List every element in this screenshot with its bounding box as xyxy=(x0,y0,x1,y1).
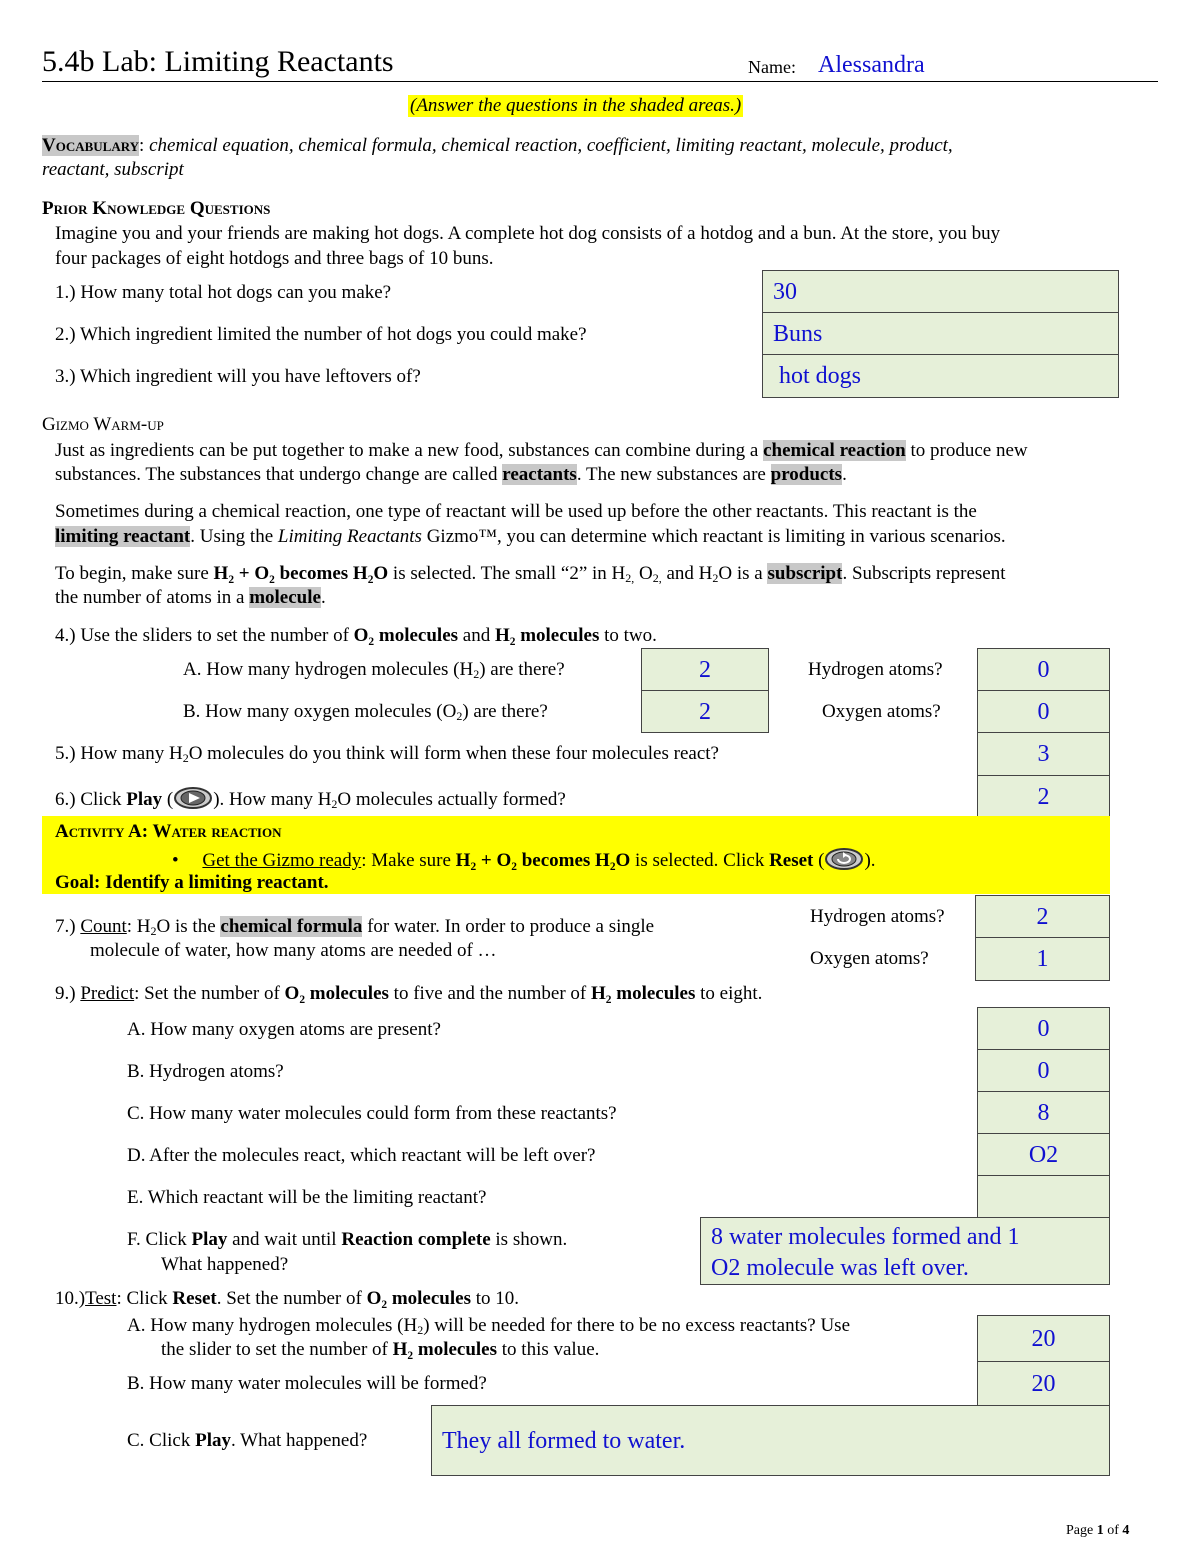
text: C. Click xyxy=(127,1430,196,1451)
text: substances. The substances that undergo change are called xyxy=(55,464,503,485)
vocabulary-line2: reactant, subscript xyxy=(42,159,184,180)
text: Just as ingredients can be put together to make a new food, substances can combine during a xyxy=(55,440,764,461)
warmup-p3-line2 xyxy=(55,587,326,609)
o2-molecules: O₂ molecules xyxy=(353,625,459,646)
answer-box-2[interactable] xyxy=(762,312,1119,356)
page-title: 5.4b Lab: Limiting Reactants xyxy=(42,45,394,78)
answer-1: 30 xyxy=(773,279,797,305)
answer-box-9c[interactable] xyxy=(977,1091,1110,1135)
page-label: Page xyxy=(1066,1523,1097,1538)
text: to produce new xyxy=(905,440,1028,461)
vocabulary-colon: : xyxy=(139,135,145,156)
text: ) will be needed for there to be no excess reactants? Use xyxy=(423,1315,851,1336)
answer-box-4a[interactable] xyxy=(641,648,769,692)
text: To begin, make sure xyxy=(55,563,214,584)
text: for water. In order to produce a single xyxy=(362,916,655,937)
answer-9d: O2 xyxy=(1028,1142,1059,1168)
sub-2: 2, xyxy=(652,571,662,585)
question-10c xyxy=(127,1430,367,1452)
play-word: Play xyxy=(191,1229,228,1250)
goal-line: Goal: Identify a limiting reactant. xyxy=(55,872,329,893)
answer-box-10c[interactable] xyxy=(431,1405,1110,1476)
question-10a-line1 xyxy=(127,1315,850,1337)
warmup-heading: Gizmo Warm-up xyxy=(42,414,164,435)
gizmo-ready-label: Get the Gizmo ready xyxy=(202,850,362,871)
term-chemical-reaction: chemical reaction xyxy=(763,440,906,461)
answer-4a-atoms: 0 xyxy=(1037,657,1050,683)
question-9a: A. How many oxygen atoms are present? xyxy=(127,1019,441,1040)
prior-intro-1: Imagine you and your friends are making hot dogs. A complete hot dog consists of a hotdog and a bun. At the store, you buy xyxy=(55,223,1001,244)
text: ). xyxy=(864,850,876,871)
reset-word: Reset xyxy=(769,850,814,871)
text: and xyxy=(458,625,495,646)
question-9e: E. Which reactant will be the limiting reactant? xyxy=(127,1187,487,1208)
sub-2: 2 xyxy=(712,571,719,585)
answer-box-9f[interactable] xyxy=(700,1217,1110,1285)
activity-a-heading: Activity A: Water reaction xyxy=(55,821,282,842)
page-number xyxy=(1066,1523,1129,1539)
page-of: of xyxy=(1103,1523,1123,1538)
sub-2: 2 xyxy=(150,924,157,938)
question-1: 1.) How many total hot dogs can you make? xyxy=(55,282,392,303)
h2-molecules: H₂ molecules xyxy=(392,1339,498,1360)
question-10a-line2 xyxy=(161,1339,599,1361)
hydrogen-atoms-label: Hydrogen atoms? xyxy=(808,659,943,680)
text: is selected. The small “2” in H xyxy=(388,563,626,584)
q7-hydrogen-label: Hydrogen atoms? xyxy=(810,906,945,927)
answer-7-oxygen: 1 xyxy=(1036,946,1049,972)
predict-label: Predict xyxy=(80,983,135,1004)
warmup-p2-line1: Sometimes during a chemical reaction, one type of reactant will be used up before the other reactants. This reactant is the xyxy=(55,501,977,522)
question-2: 2.) Which ingredient limited the number of hot dogs you could make? xyxy=(55,324,587,345)
play-word: Play xyxy=(126,789,163,810)
answer-3: hot dogs xyxy=(779,363,862,389)
answer-box-1[interactable] xyxy=(762,270,1119,314)
text: to five and the number of xyxy=(388,983,592,1004)
term-limiting-reactant: limiting reactant xyxy=(55,526,191,547)
text: : Click xyxy=(116,1288,173,1309)
question-10b: B. How many water molecules will be formed? xyxy=(127,1373,487,1394)
text: to 10. xyxy=(470,1288,519,1309)
term-molecule: molecule xyxy=(249,587,321,608)
reaction-selection: H₂ + O₂ becomes H₂O xyxy=(213,563,389,584)
answer-box-4a-atoms[interactable] xyxy=(977,648,1110,692)
play-icon[interactable] xyxy=(173,786,213,810)
text: O molecules actually formed? xyxy=(337,789,566,810)
instructions-note: (Answer the questions in the shaded areas.) xyxy=(410,95,742,116)
answer-box-4b-atoms[interactable] xyxy=(977,690,1110,734)
question-9c: C. How many water molecules could form from these reactants? xyxy=(127,1103,617,1124)
question-9f-line2: What happened? xyxy=(161,1254,289,1275)
reaction-complete-word: Reaction complete xyxy=(341,1229,491,1250)
answer-5: 3 xyxy=(1037,741,1050,767)
answer-box-9d[interactable] xyxy=(977,1133,1110,1177)
question-7-line1 xyxy=(55,916,654,938)
answer-box-7-oxygen[interactable] xyxy=(975,937,1110,981)
question-9d: D. After the molecules react, which reactant will be left over? xyxy=(127,1145,596,1166)
reset-icon[interactable] xyxy=(824,847,864,871)
play-word: Play xyxy=(195,1430,231,1451)
answer-box-9a[interactable] xyxy=(977,1007,1110,1051)
text: ( xyxy=(162,789,174,810)
text: . Using the xyxy=(190,526,278,547)
warmup-p1-line2 xyxy=(55,464,847,486)
answer-box-7-hydrogen[interactable] xyxy=(975,895,1110,939)
text: : Make sure xyxy=(361,850,456,871)
text: O is a xyxy=(718,563,768,584)
h2-molecules: H₂ molecules xyxy=(494,625,600,646)
text: ). How many H xyxy=(213,789,332,810)
question-9 xyxy=(55,983,762,1005)
gizmo-ready-line xyxy=(172,847,876,872)
text: 5.) How many H xyxy=(55,743,183,764)
text: 7.) xyxy=(55,916,81,937)
reset-word: Reset xyxy=(172,1288,217,1309)
sub-2: 2, xyxy=(625,571,635,585)
text: to this value. xyxy=(497,1339,600,1360)
warmup-p2-line2 xyxy=(55,526,1006,548)
reaction-selection: H₂ + O₂ becomes H₂O xyxy=(455,850,631,871)
answer-box-9b[interactable] xyxy=(977,1049,1110,1093)
text: B. How many oxygen molecules (O xyxy=(183,701,457,722)
text: is shown. xyxy=(490,1229,568,1250)
question-9b: B. Hydrogen atoms? xyxy=(127,1061,284,1082)
answer-box-3[interactable] xyxy=(762,354,1119,398)
text: : H xyxy=(126,916,151,937)
sub-2: 2 xyxy=(473,667,480,681)
sub-2: 2 xyxy=(182,751,189,765)
answer-10a: 20 xyxy=(1031,1326,1056,1352)
text: . What happened? xyxy=(230,1430,368,1451)
answer-box-6[interactable] xyxy=(977,775,1110,819)
answer-4b: 2 xyxy=(699,699,711,725)
question-6 xyxy=(55,786,566,811)
header-rule xyxy=(42,81,1158,82)
answer-box-10a[interactable] xyxy=(977,1315,1110,1363)
text: . xyxy=(842,464,847,485)
question-4 xyxy=(55,625,657,647)
prior-knowledge-heading: Prior Knowledge Questions xyxy=(42,198,271,219)
answer-9a: 0 xyxy=(1037,1016,1050,1042)
answer-box-5[interactable] xyxy=(977,732,1110,776)
answer-box-9e[interactable] xyxy=(977,1175,1110,1219)
answer-9b: 0 xyxy=(1037,1058,1050,1084)
question-4a xyxy=(183,659,565,681)
term-chemical-formula: chemical formula xyxy=(220,916,363,937)
answer-6: 2 xyxy=(1037,784,1050,810)
page-total: 4 xyxy=(1122,1523,1130,1538)
text: F. Click xyxy=(127,1229,192,1250)
vocabulary-line1 xyxy=(42,135,953,157)
text: ( xyxy=(813,850,825,871)
answer-4a: 2 xyxy=(699,657,711,683)
warmup-p3-line1: To begin, make sure H₂ + O₂ becomes H₂O is selected. The small “2” in H2, O2, and H2O is a subscript. Subscripts represent xyxy=(55,563,1006,585)
answer-10b: 20 xyxy=(1031,1371,1056,1397)
question-10 xyxy=(55,1288,519,1310)
text: to two. xyxy=(599,625,657,646)
o2-molecules: O₂ molecules xyxy=(284,983,389,1004)
test-label: Test xyxy=(85,1288,117,1309)
warmup-p1-line1 xyxy=(55,440,1028,462)
text: ) are there? xyxy=(462,701,548,722)
sub-2: 2 xyxy=(417,1323,424,1337)
text: . The new substances are xyxy=(576,464,771,485)
answer-4b-atoms: 0 xyxy=(1037,699,1050,725)
count-label: Count xyxy=(80,916,127,937)
prior-intro-2: four packages of eight hotdogs and three bags of 10 buns. xyxy=(55,248,494,269)
text: . Subscripts represent xyxy=(842,563,1006,584)
answer-10c: They all formed to water. xyxy=(442,1428,686,1454)
page-current: 1 xyxy=(1096,1523,1104,1538)
term-subscript: subscript xyxy=(767,563,843,584)
answer-9c: 8 xyxy=(1037,1100,1050,1126)
question-5 xyxy=(55,743,719,765)
term-reactants: reactants xyxy=(502,464,577,485)
gizmo-name: Limiting Reactants xyxy=(277,526,422,547)
name-label: Name: xyxy=(748,57,796,77)
answer-7-hydrogen: 2 xyxy=(1036,904,1049,930)
text: O molecules do you think will form when these four molecules react? xyxy=(188,743,719,764)
text: . Set the number of xyxy=(216,1288,367,1309)
text: 6.) Click xyxy=(55,789,127,810)
question-9f-line1 xyxy=(127,1229,567,1251)
h2-molecules: H₂ molecules xyxy=(591,983,696,1004)
text: the number of atoms in a xyxy=(55,587,250,608)
name-value: Alessandra xyxy=(818,52,925,78)
text: and wait until xyxy=(227,1229,342,1250)
bullet: • xyxy=(172,850,179,871)
text: A. How many hydrogen molecules (H xyxy=(127,1315,418,1336)
text: : Set the number of xyxy=(134,983,285,1004)
vocabulary-label: Vocabulary xyxy=(42,135,140,156)
text: 10.) xyxy=(55,1288,86,1309)
text: and H xyxy=(661,563,713,584)
text: Gizmo™, you can determine which reactant is limiting in various scenarios. xyxy=(421,526,1006,547)
answer-2: Buns xyxy=(773,321,823,347)
o2-molecules: O₂ molecules xyxy=(366,1288,471,1309)
sub-2: 2 xyxy=(331,797,338,811)
oxygen-atoms-label: Oxygen atoms? xyxy=(822,701,941,722)
question-3: 3.) Which ingredient will you have leftovers of? xyxy=(55,366,421,387)
text: ) are there? xyxy=(479,659,565,680)
text: 4.) Use the sliders to set the number of xyxy=(55,625,354,646)
text: . xyxy=(320,587,326,608)
text: is selected. Click xyxy=(630,850,770,871)
text: 9.) xyxy=(55,983,81,1004)
answer-box-10b[interactable] xyxy=(977,1361,1110,1407)
question-4b xyxy=(183,701,548,723)
vocabulary-terms: chemical equation, chemical formula, chemical reaction, coefficient, limiting reactant, molecule, product, xyxy=(149,135,953,156)
question-7-line2: molecule of water, how many atoms are needed of … xyxy=(90,940,497,961)
text: A. How many hydrogen molecules (H xyxy=(183,659,474,680)
term-products: products xyxy=(770,464,843,485)
text: to eight. xyxy=(695,983,763,1004)
answer-9f-line1: 8 water molecules formed and 1 xyxy=(711,1224,1020,1250)
text: the slider to set the number of xyxy=(161,1339,393,1360)
sub-2: 2 xyxy=(456,709,463,723)
answer-9f-line2: O2 molecule was left over. xyxy=(711,1255,969,1281)
answer-box-4b[interactable] xyxy=(641,690,769,733)
text: O is the xyxy=(156,916,221,937)
q7-oxygen-label: Oxygen atoms? xyxy=(810,948,929,969)
